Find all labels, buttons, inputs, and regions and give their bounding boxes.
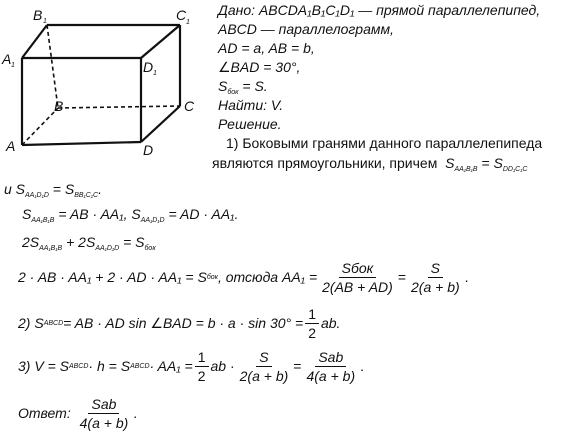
label-c1: C	[176, 7, 187, 23]
step2-base-area: 2) S ABCD = AB · AD sin ∠BAD = b · a · sin 30° = $\frac{1}{2}$ ab.	[18, 305, 341, 341]
svg-text:1: 1	[43, 18, 47, 25]
label-a: A	[6, 138, 16, 154]
fraction-half: $\frac{1}{2}$	[305, 307, 319, 340]
solution-heading: Решение.	[218, 116, 282, 132]
label-c: C	[184, 98, 195, 114]
answer-line: Ответ: $\frac{\text{Sab}}{4(a + b)}$ .	[18, 395, 138, 431]
given-line-4: ∠BAD = 30°,	[218, 59, 301, 75]
given-line-1: Дано: ABCDA₁B₁C₁D₁ — прямой параллелепипед,	[218, 2, 541, 18]
step1-line-2: являются прямоугольники, причем $S_{AA_1B_1B} = S_{DD_1C_1C}$	[212, 155, 528, 173]
parallelepiped-figure	[0, 0, 200, 160]
given-line-3: AD = a, AB = b,	[218, 40, 315, 56]
given-line-5: $S_{бок} = S$.	[218, 78, 268, 96]
fraction-volume: $\frac{\text{Sab}}{4(a + b)}$	[306, 348, 356, 384]
fraction-aa1-1: $\frac{\text{Sбок}}{2(AB + AD)}$	[322, 259, 393, 295]
label-b: B	[54, 98, 64, 114]
label-d1: D	[143, 59, 154, 75]
step3-volume: 3) V = S ABCD · h = S ABCD · AA₁ = $\frac{1}{2}$ ab · $\frac{S}{2(a + b)}$ = $\frac{\text{Sab}}{4(a + b)}$ .	[18, 348, 364, 384]
svg-text:1: 1	[153, 70, 157, 77]
svg-text:1: 1	[11, 62, 15, 69]
step1-line-1: 1) Боковыми гранями данного параллелепипеда	[226, 135, 543, 151]
equation-areas: $S_{AA_1B_1B}$ = AB · AA₁, $S_{AA_1D_1D}$ = AD · AA₁.	[22, 206, 239, 224]
equation-aa1: 2 · AB · AA₁ + 2 · AD · AA₁ = S бок , отсюда AA₁ = $\frac{\text{Sбок}}{2(AB + AD)}$ = $\frac{S}{2(a + b)}$ .	[18, 259, 469, 295]
find-line: Найти: V.	[218, 97, 284, 113]
fraction-s-over: $\frac{S}{2(a + b)}$	[239, 348, 289, 384]
fraction-half-2: $\frac{1}{2}$	[195, 350, 209, 383]
equation-lateral-sum: $2S_{AA_1B_1B} + 2S_{AA_1D_1D} = S_{бок}$	[22, 234, 156, 252]
given-line-2: ABCD — параллелограмм,	[218, 21, 394, 37]
label-b1: B	[33, 7, 43, 23]
fraction-answer: $\frac{\text{Sab}}{4(a + b)}$	[79, 395, 129, 431]
svg-text:1: 1	[186, 19, 190, 26]
step1-line-3: и $S_{AA_1D_1D} = S_{BB_1C_1C}$.	[4, 181, 102, 199]
label-d: D	[143, 142, 154, 158]
label-a1: A	[2, 51, 12, 67]
fraction-aa1-2: $\frac{S}{2(a + b)}$	[411, 259, 460, 295]
